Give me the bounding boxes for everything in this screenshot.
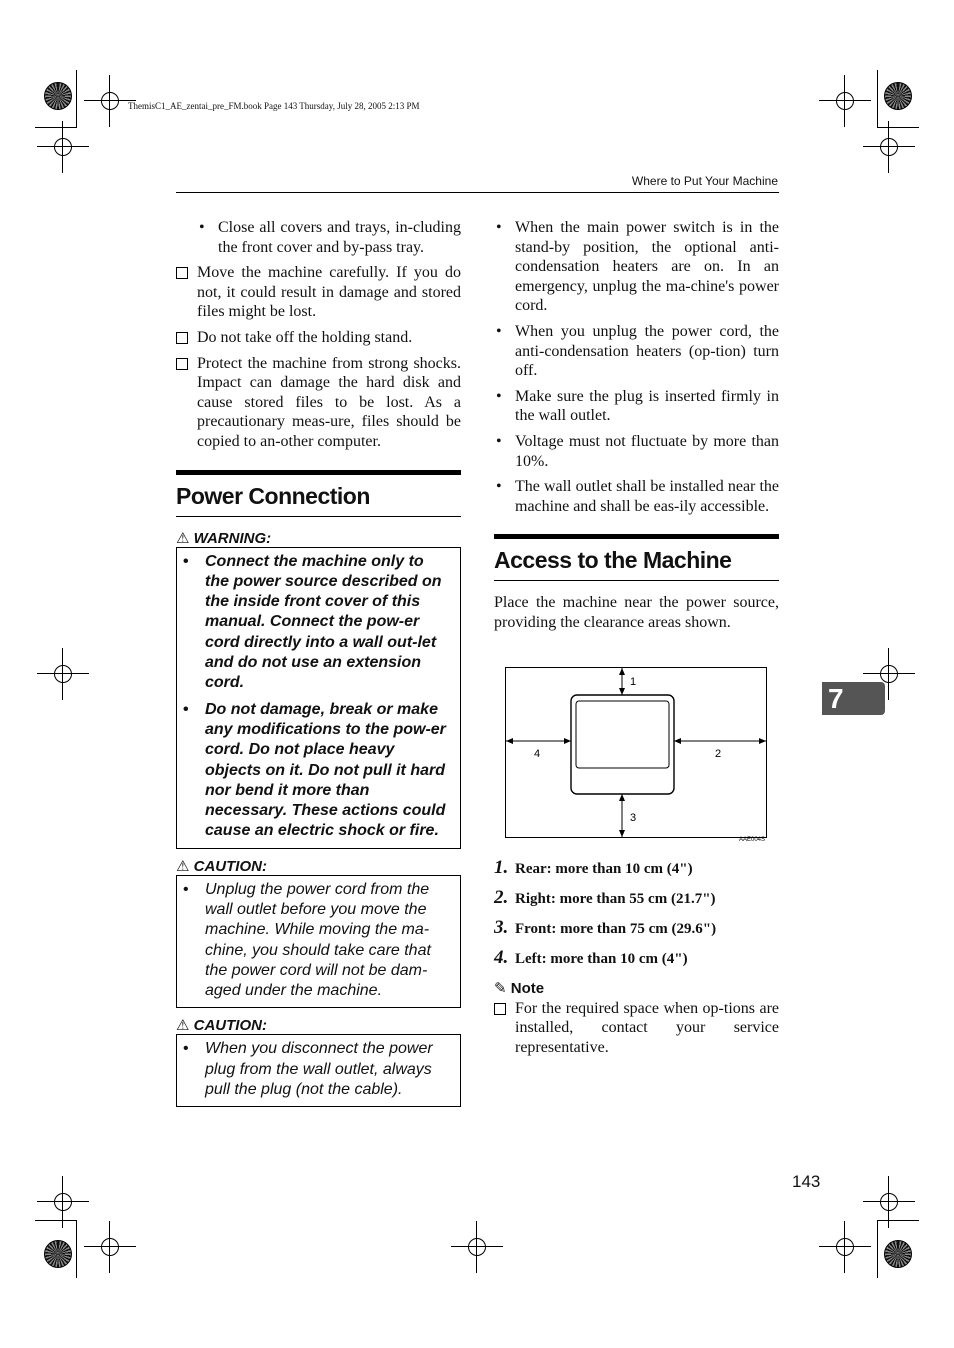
section-heading: Power Connection <box>176 470 461 517</box>
machine-top <box>576 701 669 768</box>
list-item: • Close all covers and trays, in-cluding the front cover and by-pass tray. <box>197 218 461 257</box>
numbered-item: 4. Left: more than 10 cm (4") <box>494 946 688 968</box>
crosshair-icon <box>465 1235 489 1259</box>
caution-callout <box>176 1016 461 1107</box>
pencil-icon: ✎ <box>494 979 507 997</box>
diagram-label: 4 <box>534 747 541 760</box>
section-heading: Access to the Machine <box>494 534 779 581</box>
crosshair-icon <box>98 89 122 113</box>
numbered-item: 3. Front: more than 75 cm (29.6") <box>494 916 717 938</box>
arrow-head <box>619 688 625 695</box>
arrow-head <box>619 830 625 837</box>
warning-item: • Connect the machine only to the power source described on the inside front cover of this manual. Connect the pow-er cord directly into a wall out-let and do not use an extension cord. <box>183 552 452 694</box>
trim-line <box>877 127 919 128</box>
caution-item: • Unplug the power cord from the wall outlet before you move the machine. While moving the ma-chine, you should take care that the power cord will not be dam-aged under the machine. <box>183 880 452 1002</box>
chapter-tab: 7 <box>822 682 885 715</box>
warning-triangle-icon: ⚠ <box>176 857 190 875</box>
crosshair-icon <box>51 1190 75 1214</box>
numbered-item: 2. Right: more than 55 cm (21.7") <box>494 886 716 908</box>
warning-item: • Do not damage, break or make any modifications to the pow-er cord. Do not place heavy objects on it. Do not pull it hard nor bend it more than necessary. These actions could cause an electric shock or fire. <box>183 700 452 842</box>
arrow-head <box>506 738 513 744</box>
checkbox-icon <box>176 358 188 370</box>
list-item: • Voltage must not fluctuate by more than 10%. <box>494 432 779 471</box>
arrow-head <box>759 738 766 744</box>
header-rule <box>176 192 779 193</box>
callout-box <box>176 547 461 849</box>
arrow-head <box>619 794 625 801</box>
checkbox-icon <box>176 332 188 344</box>
trim-line <box>877 70 878 128</box>
callout-label: ⚠ CAUTION: <box>176 857 267 875</box>
left-column <box>176 218 461 1107</box>
checklist-item: Move the machine carefully. If you do not, it could result in damage and stored files might be lost. <box>176 263 461 322</box>
checklist-item: Do not take off the holding stand. <box>176 328 461 348</box>
running-header: Where to Put Your Machine <box>631 174 778 188</box>
color-disc-icon <box>44 82 72 110</box>
list-item: • When you unplug the power cord, the anti-condensation heaters (op-tion) turn off. <box>494 322 779 381</box>
trim-line <box>877 1220 919 1221</box>
crosshair-icon <box>51 662 75 686</box>
clearance-diagram <box>505 667 769 841</box>
note <box>494 979 779 1058</box>
note-heading: ✎ Note <box>494 979 545 997</box>
crosshair-icon <box>51 135 75 159</box>
machine-outline <box>571 695 674 794</box>
trim-line <box>35 127 77 128</box>
diagram-code: AAE004S <box>739 836 766 841</box>
callout-label: ⚠ WARNING: <box>176 529 272 547</box>
checklist-item: For the required space when op-tions are installed, contact your service representative. <box>494 999 779 1058</box>
color-disc-icon <box>884 82 912 110</box>
crosshair-icon <box>877 1190 901 1214</box>
arrow-head <box>619 668 625 675</box>
intro-text: Place the machine near the power source, providing the clearance areas shown. <box>494 594 779 631</box>
file-info: ThemisC1_AE_zentai_pre_FM.book Page 143 Thursday, July 28, 2005 2:13 PM <box>128 101 420 111</box>
warning-callout <box>176 529 461 849</box>
list-item: • Make sure the plug is inserted firmly in the wall outlet. <box>494 387 779 426</box>
diagram-label: 3 <box>630 811 637 824</box>
page-number: 143 <box>792 1172 821 1191</box>
arrow-head <box>674 738 681 744</box>
clearance-list <box>494 857 779 969</box>
crosshair-icon <box>98 1235 122 1259</box>
diagram-label: 2 <box>715 747 722 760</box>
numbered-item: 1. Rear: more than 10 cm (4") <box>494 856 693 878</box>
right-column <box>494 218 779 1063</box>
crosshair-icon <box>877 135 901 159</box>
crosshair-icon <box>833 1235 857 1259</box>
caution-callout <box>176 857 461 1009</box>
trim-line <box>76 70 77 128</box>
list-item: • The wall outlet shall be installed near the machine and shall be eas-ily accessible. <box>494 477 779 516</box>
warning-triangle-icon: ⚠ <box>176 1017 190 1035</box>
arrow-head <box>564 738 571 744</box>
callout-box <box>176 1034 461 1107</box>
checklist-item: Protect the machine from strong shocks. Impact can damage the hard disk and cause stored files to be lost. As a precautionary meas-ure, files should be copied to an-other computer. <box>176 354 461 452</box>
callout-label: ⚠ CAUTION: <box>176 1017 267 1035</box>
checkbox-icon <box>176 267 188 279</box>
checkbox-icon <box>494 1003 506 1015</box>
list-item: • When the main power switch is in the stand-by position, the optional anti-condensation heaters are on. In an emergency, unplug the ma-chine's power cord. <box>494 218 779 316</box>
color-disc-icon <box>44 1240 72 1268</box>
crosshair-icon <box>833 89 857 113</box>
callout-box <box>176 875 461 1009</box>
trim-line <box>35 1220 77 1221</box>
trim-line <box>877 1220 878 1278</box>
caution-item: • When you disconnect the power plug from the wall outlet, always pull the plug (not the cable). <box>183 1039 452 1100</box>
diagram-label: 1 <box>630 675 637 688</box>
color-disc-icon <box>884 1240 912 1268</box>
trim-line <box>76 1220 77 1278</box>
warning-triangle-icon: ⚠ <box>176 529 190 547</box>
